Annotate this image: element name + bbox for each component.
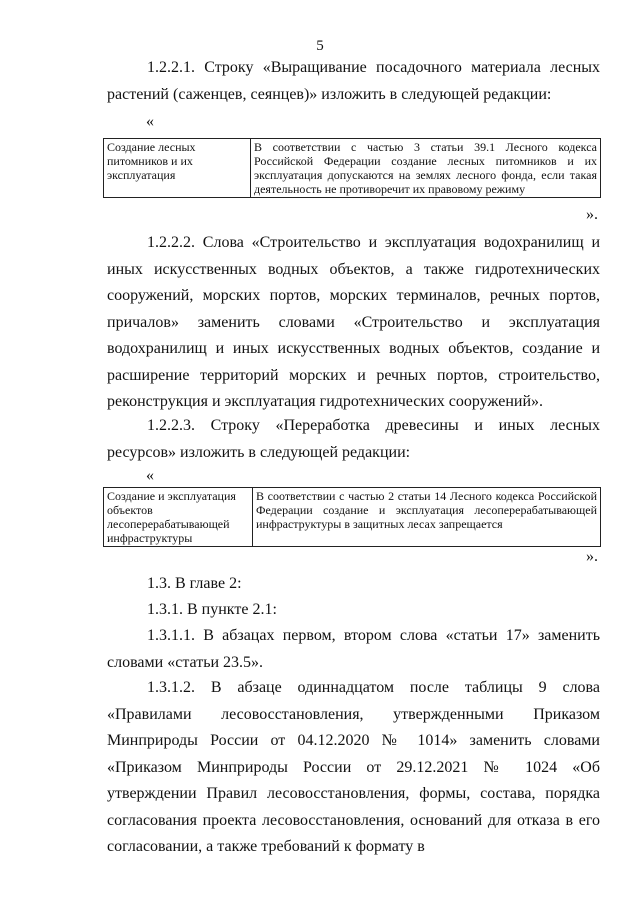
paragraph-1-2-2-2: 1.2.2.2. Слова «Строительство и эксплуатация водохранилищ и иных искусственных водных объектов, а также гидротехнических сооружений, морских портов, морских терминалов, речных портов, причалов» заменить словами «Строительство и эксплуатация водохранилищ и иных искусственных водных объектов, создание и расширение территорий морских и речных портов, строительство, реконструкция и эксплуатация гидротехнических сооружений». bbox=[107, 234, 600, 410]
table-cell-note: В соответствии с частью 3 статьи 39.1 Лесного кодекса Российской Федерации создание лесных питомников и их эксплуатация допускаются на землях лесного фонда, если такая деятельность не противоречит их правовому режиму bbox=[251, 139, 601, 198]
paragraph-1-3-1-2: 1.3.1.2. В абзаце одиннадцатом после таблицы 9 слова «Правилами лесовосстановления, утвержденными Приказом Минприроды России от 04.12.2020 № 1014» заменить словами «Приказом Минприроды России от 29.12.2021 № 1024 «Об утверждении Правил лесовосстановления, формы, состава, порядка согласования проекта лесовосстановления, оснований для отказа в его согласовании, а также требований к формату в bbox=[107, 679, 600, 855]
paragraph-1-3: 1.3. В главе 2: bbox=[147, 575, 242, 592]
paragraph-1-2-2-3: 1.2.2.3. Строку «Переработка древесины и иных лесных ресурсов» изложить в следующей редакции: bbox=[107, 417, 600, 461]
table-cell-activity: Создание и эксплуатация объектов лесоперерабатывающей инфраструктуры bbox=[104, 488, 253, 547]
closing-quote: ». bbox=[586, 548, 598, 565]
table-cell-note: В соответствии с частью 2 статьи 14 Лесного кодекса Российской Федерации создание и эксплуатация лесоперерабатывающей инфраструктуры в защитных лесах запрещается bbox=[253, 488, 601, 547]
paragraph-1-2-2-1: 1.2.2.1. Строку «Выращивание посадочного материала лесных растений (саженцев, сеянцев)» изложить в следующей редакции: bbox=[107, 59, 600, 103]
page-number: 5 bbox=[316, 38, 324, 54]
paragraph-1-3-1-1: 1.3.1.1. В абзацах первом, втором слова «статьи 17» заменить словами «статьи 23.5». bbox=[107, 627, 600, 671]
opening-quote: « bbox=[146, 467, 154, 484]
table-cell-activity: Создание лесных питомников и их эксплуатация bbox=[104, 139, 251, 198]
paragraph-1-3-1: 1.3.1. В пункте 2.1: bbox=[147, 601, 277, 618]
table-nurseries bbox=[103, 138, 601, 198]
opening-quote: « bbox=[146, 113, 154, 130]
closing-quote: ». bbox=[586, 206, 598, 223]
table-wood-processing bbox=[103, 487, 601, 547]
